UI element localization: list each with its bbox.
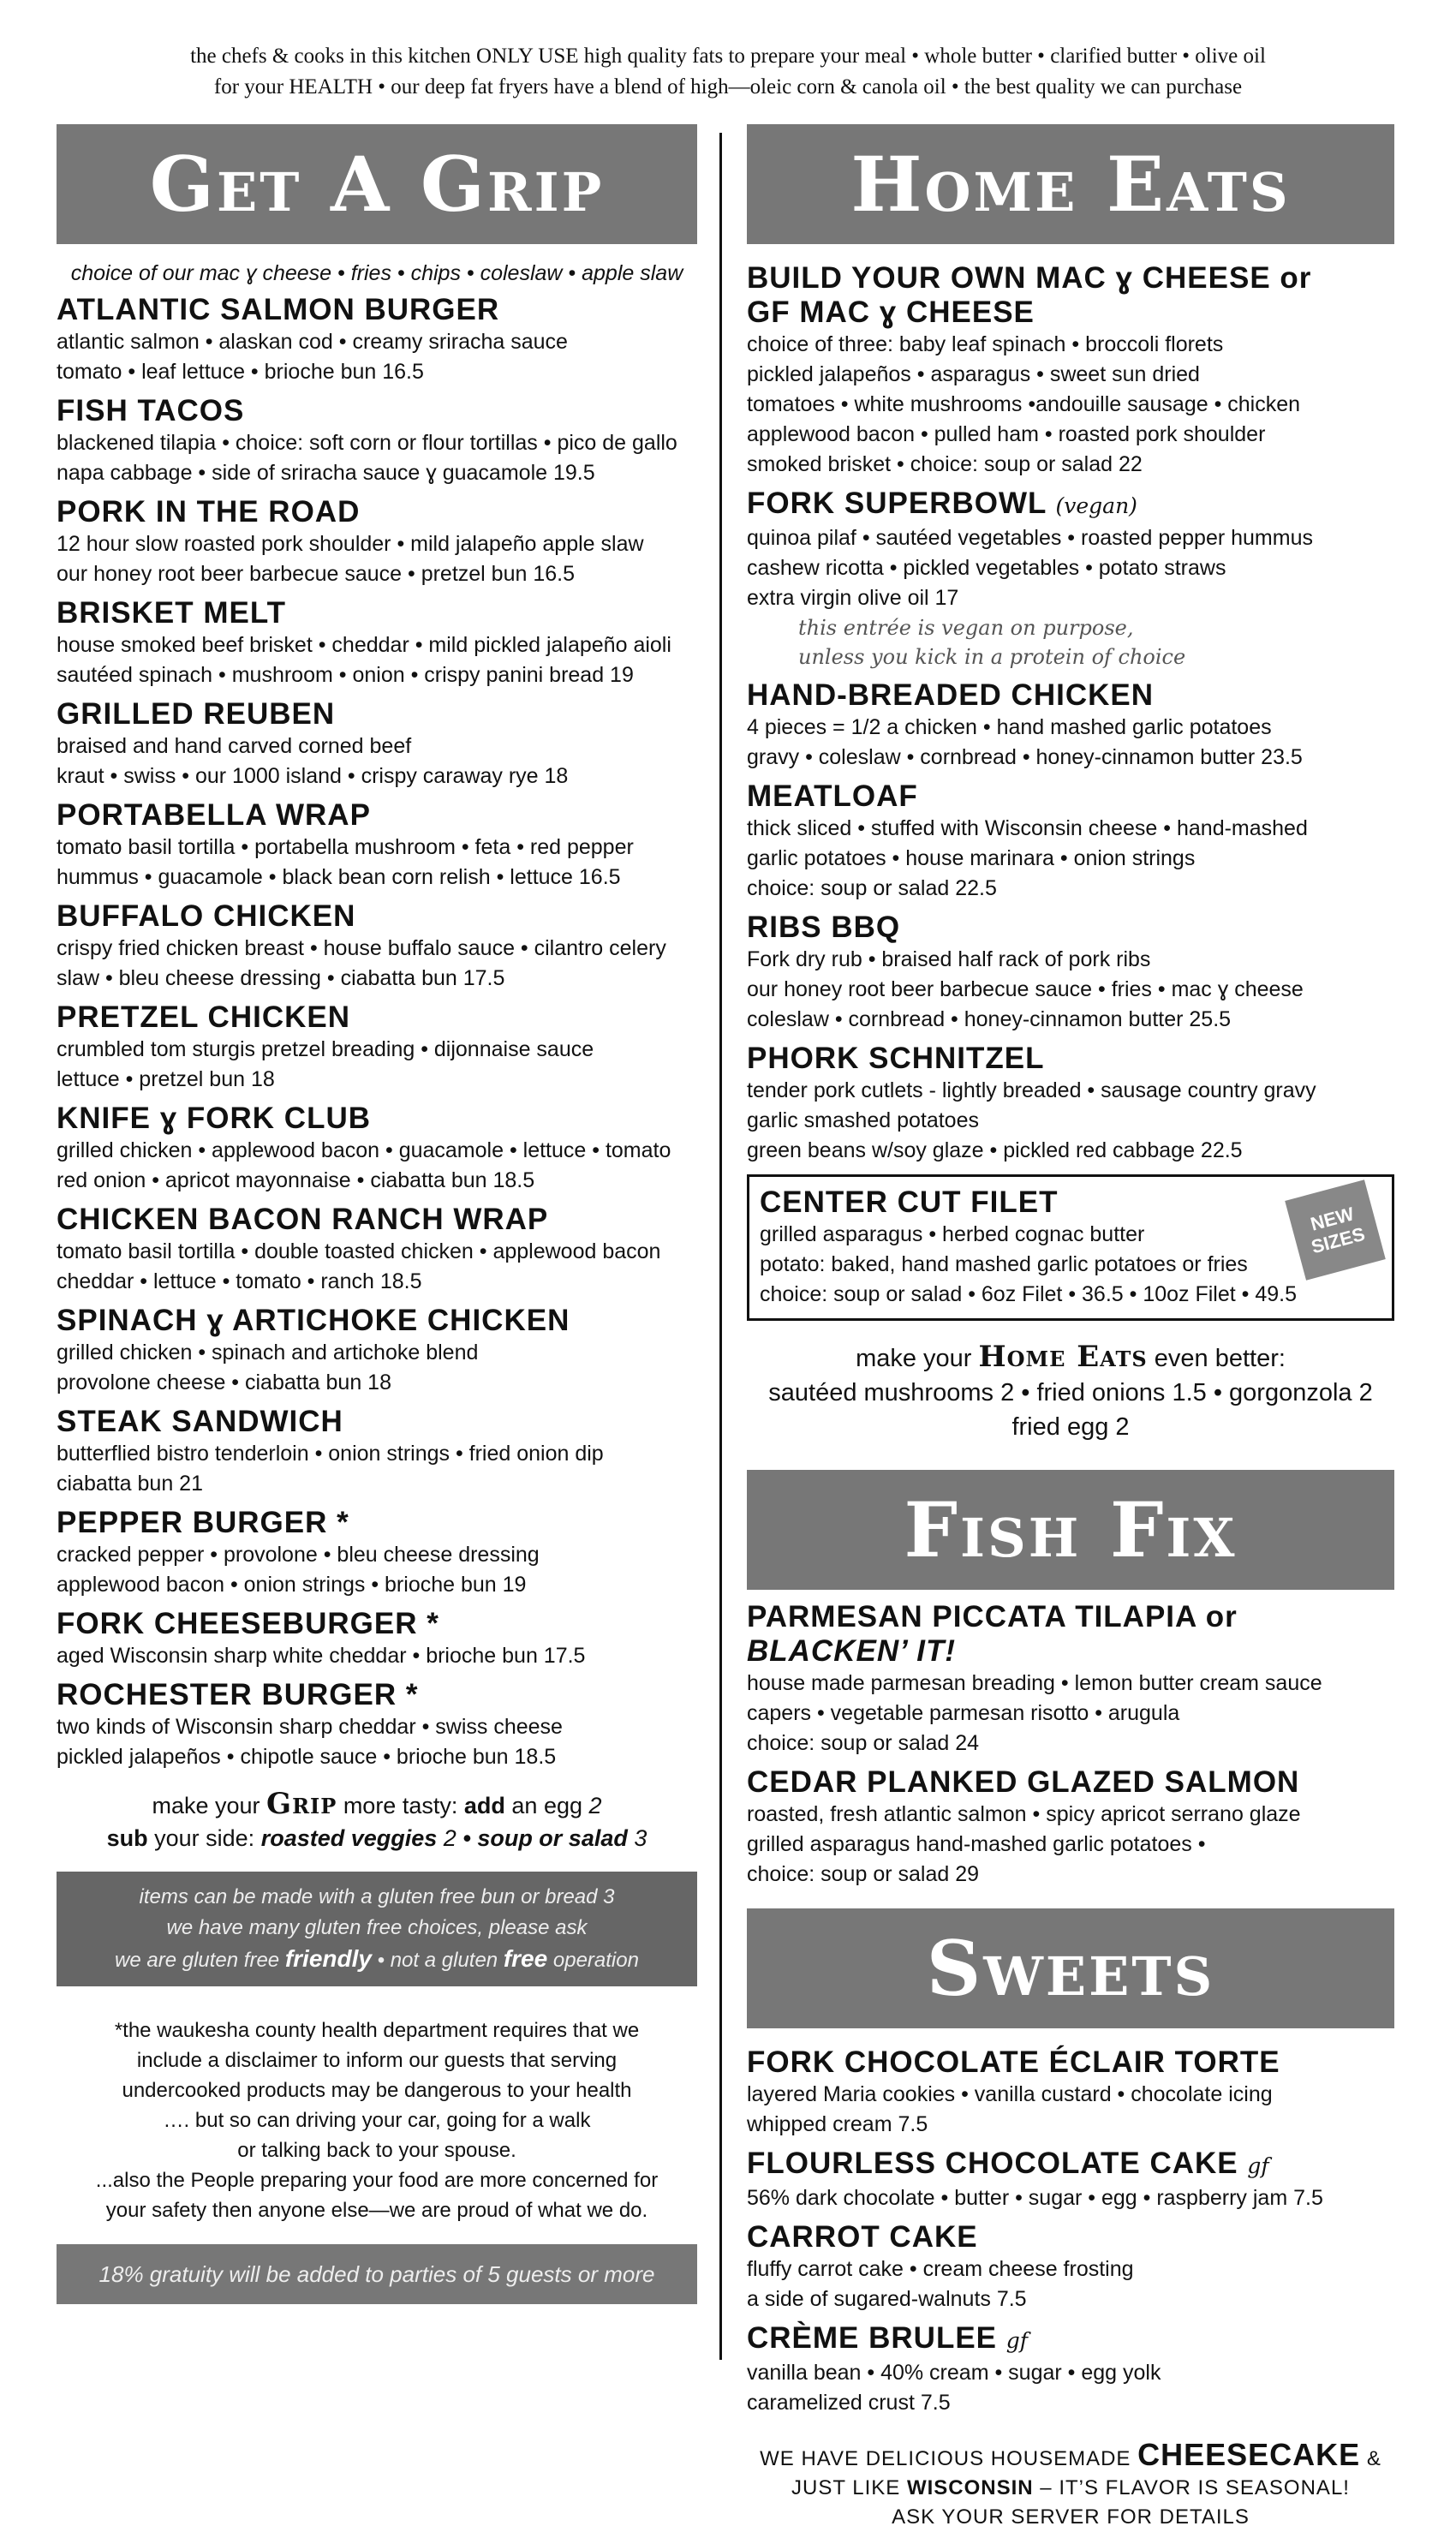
cheesecake-line2a: JUST LIKE (791, 2476, 901, 2499)
menu-item-desc: choice of three: baby leaf spinach • broccoli florets pickled jalapeños • asparagus • sweet sun dried tomatoes • white mushrooms •andouille sausage • chicken applewood bacon • pulled ham • roasted pork shoulder smoked brisket • choice: soup or salad 22 (747, 332, 1301, 476)
health-disclaimer: *the waukesha county health department requires that we include a disclaimer to inform our guests that serving undercooked products may be dangerous to your health …. but so can driving your car, going for a walk or talking back to your spouse. ...also the People preparing your food are more concerned for your safety then anyone else—we are proud of what we do. (95, 2019, 659, 2222)
menu-item-name (747, 1042, 1394, 1076)
menu-item (57, 1607, 697, 1671)
menu-item-name (747, 487, 1394, 523)
center-cut-filet-box (747, 1174, 1394, 1321)
tasty-soup: soup or salad (477, 1825, 628, 1851)
menu-item (57, 293, 697, 387)
menu-item-note: this entrée is vegan on purpose, unless you kick in a protein of choice (798, 616, 1186, 669)
menu-item-name-text: PORTABELLA WRAP (57, 798, 371, 832)
better-make-your: make your (856, 1345, 972, 1372)
menu-item-name-text: RIBS BBQ (747, 911, 901, 944)
gluten-free-box (57, 1872, 697, 1986)
menu-item-name-text: CEDAR PLANKED GLAZED SALMON (747, 1765, 1300, 1799)
menu-item-name-text: PHORK SCHNITZEL (747, 1042, 1045, 1075)
tasty-more-tasty: more tasty: (343, 1793, 458, 1818)
gluten-line1: items can be made with a gluten free bun or bread 3 (139, 1885, 615, 1908)
new-sizes-badge: NEW SIZES (1285, 1179, 1386, 1281)
menu-item-name-italic: BLACKEN’ IT! (747, 1634, 957, 1668)
better-brand-word: Home Eats (978, 1340, 1148, 1374)
menu-item (57, 596, 697, 690)
menu-item (747, 911, 1394, 1035)
fish-item-list (747, 1600, 1394, 1890)
menu-item-name-text: ATLANTIC SALMON BURGER (57, 293, 500, 326)
home-eats-banner: Home Eats (747, 124, 1394, 244)
menu-item-name (747, 911, 1394, 945)
menu-item-tag: gf (1247, 2153, 1269, 2178)
menu-item-desc: Fork dry rub • braised half rack of pork ribs our honey root beer barbecue sauce • fries • mac ɣ cheese coleslaw • cornbread • honey-cinnamon butter 25.5 (747, 947, 1304, 1031)
menu-item-name-text: BUILD YOUR OWN MAC ɣ CHEESE or GF MAC ɣ CHEESE (747, 261, 1312, 329)
menu-item (57, 899, 697, 994)
menu-item (57, 495, 697, 589)
menu-item-name-text: MEATLOAF (747, 779, 918, 813)
tasty-make-your: make your (152, 1793, 260, 1818)
menu-item-name (747, 1765, 1394, 1800)
better-even-better: even better: (1154, 1345, 1286, 1372)
menu-item-name (57, 1678, 697, 1712)
menu-item-name-text: FLOURLESS CHOCOLATE CAKE (747, 2147, 1238, 2180)
menu-item (747, 1765, 1394, 1890)
gluten-friendly: friendly (284, 1945, 372, 1972)
grip-item-list (57, 293, 697, 1772)
menu-item (57, 1203, 697, 1297)
menu-item-name (57, 1506, 697, 1540)
menu-item-desc: 4 pieces = 1/2 a chicken • hand mashed garlic potatoes gravy • coleslaw • cornbread • honey-cinnamon butter 23.5 (747, 715, 1303, 769)
menu-item-name (57, 697, 697, 732)
menu-item-name-text: BRISKET MELT (57, 596, 287, 630)
filet-name: CENTER CUT FILET (760, 1185, 1059, 1219)
menu-item (57, 798, 697, 893)
gratuity-note: 18% gratuity will be added to parties of 5 guests or more (57, 2244, 697, 2304)
menu-item-desc: vanilla bean • 40% cream • sugar • egg yolk caramelized crust 7.5 (747, 2361, 1161, 2415)
menu-item (747, 678, 1394, 773)
menu-item (57, 1405, 697, 1499)
tasty-add: add (463, 1793, 505, 1818)
menu-item-name-text: GRILLED REUBEN (57, 697, 336, 731)
menu-item-name-text: CHICKEN BACON RANCH WRAP (57, 1203, 549, 1236)
menu-item-name (57, 1304, 697, 1338)
menu-item (57, 1102, 697, 1196)
home-eats-better-note (747, 1340, 1394, 1444)
tasty-your-side: your side: (154, 1825, 255, 1851)
menu-item-name (747, 2321, 1394, 2358)
menu-item-name (747, 2045, 1394, 2080)
menu-item (747, 487, 1394, 672)
menu-item-name (747, 2220, 1394, 2254)
menu-item-name (57, 1000, 697, 1035)
menu-item-desc: fluffy carrot cake • cream cheese frosting a side of sugared-walnuts 7.5 (747, 2257, 1134, 2311)
right-column (747, 124, 1394, 2532)
tasty-veggies: roasted veggies (260, 1825, 438, 1851)
menu-item-name-text: ROCHESTER BURGER * (57, 1678, 419, 1711)
tasty-egg-price: 2 (588, 1793, 602, 1818)
tasty-veggie-price: 2 (443, 1825, 456, 1851)
cheesecake-note (747, 2437, 1394, 2532)
menu-item-name (57, 394, 697, 428)
menu-item (57, 697, 697, 791)
menu-item-name (747, 261, 1394, 330)
menu-item-name-text: SPINACH ɣ ARTICHOKE CHICKEN (57, 1304, 570, 1337)
menu-item-name-text: FISH TACOS (57, 394, 245, 427)
tasty-sub: sub (106, 1825, 148, 1851)
menu-item-name (57, 1203, 697, 1237)
menu-item-name (57, 798, 697, 833)
better-extras: sautéed mushrooms 2 • fried onions 1.5 • gorgonzola 2 fried egg 2 (768, 1379, 1373, 1441)
menu-item-name-text: KNIFE ɣ FORK CLUB (57, 1102, 371, 1135)
menu-item-name-text: STEAK SANDWICH (57, 1405, 343, 1438)
menu-item-desc: 12 hour slow roasted pork shoulder • mild jalapeño apple slaw our honey root beer barbecue sauce • pretzel bun 16.5 (57, 532, 644, 586)
filet-desc: grilled asparagus • herbed cognac butter potato: baked, hand mashed garlic potatoes or fries choice: soup or salad • 6oz Filet • 36.5 • 10oz Filet • 49.5 (760, 1222, 1298, 1306)
menu-item-desc: quinoa pilaf • sautéed vegetables • roasted pepper hummus cashew ricotta • pickled vegetables • potato straws extra virgin olive oil 17 (747, 526, 1313, 610)
menu-item-desc: grilled chicken • applewood bacon • guacamole • lettuce • tomato red onion • apricot mayonnaise • ciabatta bun 18.5 (57, 1138, 671, 1192)
cheesecake-pre: WE HAVE DELICIOUS HOUSEMADE (760, 2447, 1131, 2470)
menu-item-desc: atlantic salmon • alaskan cod • creamy sriracha sauce tomato • leaf lettuce • brioche bun 16.5 (57, 330, 568, 384)
cheesecake-wisconsin: WISCONSIN (906, 2476, 1034, 2499)
menu-item-desc: crispy fried chicken breast • house buffalo sauce • cilantro celery slaw • bleu cheese dressing • ciabatta bun 17.5 (57, 936, 666, 990)
menu-item-name (747, 779, 1394, 814)
menu-item (747, 1042, 1394, 1166)
cheesecake-big: CHEESECAKE (1137, 2437, 1361, 2472)
menu-item (747, 2147, 1394, 2213)
grip-tasty-note: make your Grip more tasty: add an egg 2 sub your side: roasted veggies 2 • soup or salad 3 (106, 1787, 647, 1851)
tasty-an-egg: an egg (511, 1793, 582, 1818)
menu-item (747, 1600, 1394, 1759)
menu-item-name-text: FORK CHEESEBURGER * (57, 1607, 439, 1640)
menu-item (747, 261, 1394, 480)
gluten-line3b: • not a gluten (377, 1949, 498, 1972)
menu-item-name-text: FORK CHOCOLATE ÉCLAIR TORTE (747, 2045, 1280, 2079)
menu-item (57, 1000, 697, 1095)
gluten-line3c: operation (552, 1949, 639, 1972)
menu-item-desc: grilled chicken • spinach and artichoke blend provolone cheese • ciabatta bun 18 (57, 1341, 479, 1394)
menu-item-desc: 56% dark chocolate • butter • sugar • egg • raspberry jam 7.5 (747, 2186, 1323, 2210)
gluten-free-word: free (503, 1945, 548, 1972)
menu-item-desc: aged Wisconsin sharp white cheddar • brioche bun 17.5 (57, 1644, 586, 1668)
sides-subhead: choice of our mac ɣ cheese • fries • chips • coleslaw • apple slaw (70, 261, 683, 285)
menu-item-name-text: PARMESAN PICCATA TILAPIA or (747, 1600, 1238, 1633)
menu-item-name-text: PEPPER BURGER * (57, 1506, 349, 1539)
menu-item-desc: braised and hand carved corned beef kraut • swiss • our 1000 island • crispy caraway rye 18 (57, 734, 569, 788)
menu-item-name (747, 1600, 1394, 1669)
menu-item-tag: (vegan) (1055, 493, 1137, 518)
menu-item-name (57, 1405, 697, 1439)
menu-item-name (57, 1607, 697, 1641)
menu-item (57, 1304, 697, 1398)
menu-item-name (57, 899, 697, 934)
tasty-brand-word: Grip (266, 1787, 337, 1821)
menu-item-name (747, 2147, 1394, 2183)
menu-item-name (57, 596, 697, 630)
menu-item (747, 2220, 1394, 2314)
menu-item-desc: tomato basil tortilla • portabella mushroom • feta • red pepper hummus • guacamole • black bean corn relish • lettuce 16.5 (57, 835, 634, 889)
menu-item-name (747, 678, 1394, 713)
gluten-line3a: we are gluten free (115, 1949, 280, 1972)
menu-item-name-text: FORK SUPERBOWL (747, 487, 1047, 520)
menu-item (57, 394, 697, 488)
menu-item-name-text: HAND-BREADED CHICKEN (747, 678, 1154, 712)
left-column (57, 124, 697, 2304)
menu-item-name-text: BUFFALO CHICKEN (57, 899, 356, 933)
menu-item-desc: two kinds of Wisconsin sharp cheddar • swiss cheese pickled jalapeños • chipotle sauce • brioche bun 18.5 (57, 1715, 563, 1769)
tasty-soup-price: 3 (634, 1825, 647, 1851)
menu-item-desc: tomato basil tortilla • double toasted chicken • applewood bacon cheddar • lettuce • tomato • ranch 18.5 (57, 1239, 661, 1293)
menu-item-desc: blackened tilapia • choice: soft corn or flour tortillas • pico de gallo napa cabbage • side of sriracha sauce ɣ guacamole 19.5 (57, 431, 677, 485)
menu-item-name (57, 1102, 697, 1136)
menu-item-desc: tender pork cutlets - lightly breaded • sausage country gravy garlic smashed potatoes green beans w/soy glaze • pickled red cabbage 22.5 (747, 1078, 1316, 1162)
menu-item-desc: layered Maria cookies • vanilla custard • chocolate icing whipped cream 7.5 (747, 2082, 1273, 2136)
sweets-banner: Sweets (747, 1908, 1394, 2028)
menu-item (57, 1678, 697, 1772)
menu-item-name-text: PRETZEL CHICKEN (57, 1000, 350, 1034)
cheesecake-amp: & (1366, 2447, 1381, 2470)
menu-item-desc: roasted, fresh atlantic salmon • spicy apricot serrano glaze grilled asparagus hand-mashed garlic potatoes • choice: soup or salad 29 (747, 1802, 1301, 1886)
menu-item-desc: cracked pepper • provolone • bleu cheese dressing applewood bacon • onion strings • brioche bun 19 (57, 1543, 540, 1597)
menu-item-desc: house smoked beef brisket • cheddar • mild pickled jalapeño aioli sautéed spinach • mushroom • onion • crispy panini bread 19 (57, 633, 671, 687)
fats-notice (0, 41, 1456, 103)
sweets-item-list (747, 2045, 1394, 2418)
menu-item-name (57, 495, 697, 529)
menu-item (747, 2045, 1394, 2140)
gluten-line2: we have many gluten free choices, please ask (166, 1916, 588, 1939)
menu-item (57, 1506, 697, 1600)
fish-fix-banner: Fish Fix (747, 1470, 1394, 1590)
menu-item-desc: house made parmesan breading • lemon butter cream sauce capers • vegetable parmesan risotto • arugula choice: soup or salad 24 (747, 1671, 1322, 1755)
column-divider (719, 133, 722, 2360)
menu-item-desc: thick sliced • stuffed with Wisconsin cheese • hand-mashed garlic potatoes • house marinara • onion strings choice: soup or salad 22.5 (747, 816, 1308, 900)
menu-item-name-text: CARROT CAKE (747, 2220, 978, 2254)
menu-item-desc: butterflied bistro tenderloin • onion strings • fried onion dip ciabatta bun 21 (57, 1442, 604, 1496)
menu-item-tag: gf (1005, 2328, 1029, 2353)
menu-item (747, 2321, 1394, 2418)
cheesecake-line3: ASK YOUR SERVER FOR DETAILS (892, 2505, 1250, 2529)
menu-item-name-text: PORK IN THE ROAD (57, 495, 361, 528)
menu-item (747, 779, 1394, 904)
menu-item-name-text: CRÈME BRULEE (747, 2321, 998, 2355)
cheesecake-line2b: – IT’S FLAVOR IS SEASONAL! (1040, 2476, 1350, 2499)
home-eats-item-list (747, 261, 1394, 1166)
menu-item-name (57, 293, 697, 327)
get-a-grip-banner: Get A Grip (57, 124, 697, 244)
fats-notice-line1: the chefs & cooks in this kitchen ONLY USE high quality fats to prepare your meal • whole butter • clarified butter • olive oil (190, 45, 1266, 68)
fats-notice-line2: for your HEALTH • our deep fat fryers have a blend of high—oleic corn & canola oil • the best quality we can purchase (213, 75, 1243, 99)
menu-item-desc: crumbled tom sturgis pretzel breading • dijonnaise sauce lettuce • pretzel bun 18 (57, 1037, 594, 1091)
